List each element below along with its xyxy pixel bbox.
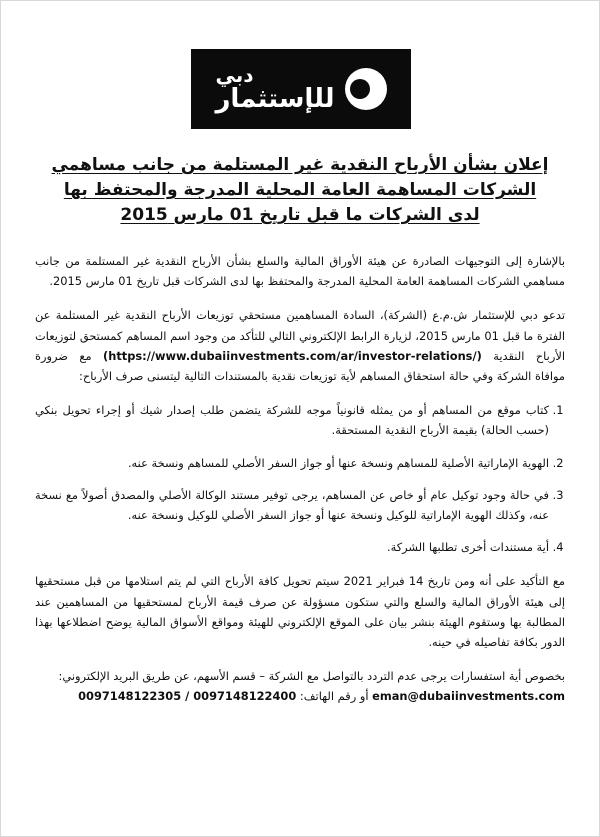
list-item: 2. الهوية الإماراتية الأصلية للمساهم ونسخة عنها أو جواز السفر الأصلي للمساهم ونسخة عنه. [35, 453, 549, 473]
investor-relations-link[interactable]: (https://www.dubaiinvestments.com/ar/investor-relations/) [103, 348, 482, 363]
company-logo [191, 49, 411, 129]
contact-email[interactable]: eman@dubaiinvestments.com [372, 689, 565, 704]
logo-text [215, 62, 335, 114]
title-line-3: لدى الشركات ما قبل تاريخ 01 مارس 2015 [120, 205, 480, 225]
contact-paragraph [35, 666, 565, 706]
announcement-title [31, 153, 569, 228]
logo-mark-icon [345, 68, 387, 110]
notice-paragraph: مع التأكيد على أنه ومن تاريخ 14 فبراير 2021 سيتم تحويل كافة الأرباح التي لم يتم استلامها من قبل مستحقيها إلى هيئة الأوراق المالية والسلع والتي ستكون مسؤولة عن صرف قيمة الأرباح لمستحقيها من المساهمين عند المطالبة بها وستقوم الهيئة بنشر بيان على الموقع الإلكتروني للهيئة ومواقع الأسواق المالية يوضح اضطلاعها بهذا الدور بكافة تفاصيله في حينه. [35, 574, 565, 650]
title-line-1: إعلان بشأن الأرباح النقدية غير المستلمة من جانب مساهمي [51, 155, 549, 175]
logo-line-2: للإستثمار [215, 83, 335, 114]
invite-text-continued: مع ضرورة موافاة الشركة وفي حالة استحقاق المساهم لأية توزيعات نقدية بالمستندات التالية ليتسنى صرف الأرباح: [35, 348, 565, 384]
list-item: 4. أية مستندات أخرى تطلبها الشركة. [35, 537, 549, 557]
logo-line-1: دبي [215, 62, 254, 87]
list-item: 1. كتاب موقع من المساهم أو من يمثله قانونياً موجه للشركة يتضمن طلب إصدار شيك أو إجراء تحويل بنكي (حسب الحالة) بقيمة الأرباح النقدية المستحقة. [35, 400, 549, 440]
phone-label: أو رقم الهاتف: [299, 689, 369, 704]
list-item: 3. في حالة وجود توكيل عام أو خاص عن المساهم، يرجى توفير مستند الوكالة الأصلي والمصدق أصولاً مع نسخة عنه، وكذلك الهوية الإماراتية للوكيل ونسخة عنها أو جواز السفر الأصلي للوكيل ونسخة عنه. [35, 485, 549, 525]
requirements-list [35, 400, 565, 557]
announcement-body [35, 251, 565, 721]
contact-text: بخصوص أية استفسارات يرجى عدم التردد بالتواصل مع الشركة – قسم الأسهم، عن طريق البريد الإلكتروني: [58, 669, 565, 684]
title-line-2: الشركات المساهمة العامة المحلية المدرجة والمحتفظ بها [63, 180, 537, 200]
intro-paragraph: بالإشارة إلى التوجيهات الصادرة عن هيئة الأوراق المالية والسلع بشأن الأرباح النقدية غير المستلمة من جانب مساهمي الشركات المساهمة العامة المحلية المدرجة والمحتفظ بها لدى الشركات قبل تاريخ 01 مارس 2015. [35, 254, 565, 289]
contact-phones[interactable]: 0097148122305 / 0097148122400 [78, 689, 297, 704]
invite-paragraph [35, 305, 565, 386]
invite-text: تدعو دبي للإستثمار ش.م.ع (الشركة)، السادة المساهمين مستحقي توزيعات الأرباح النقدية غير المستلمة عن الفترة ما قبل 01 مارس 2015، لزيارة الرابط الإلكتروني التالي للتأكد من وجود اسم المساهم كمستحق لتوزيعات الأرباح النقدية [35, 308, 566, 363]
